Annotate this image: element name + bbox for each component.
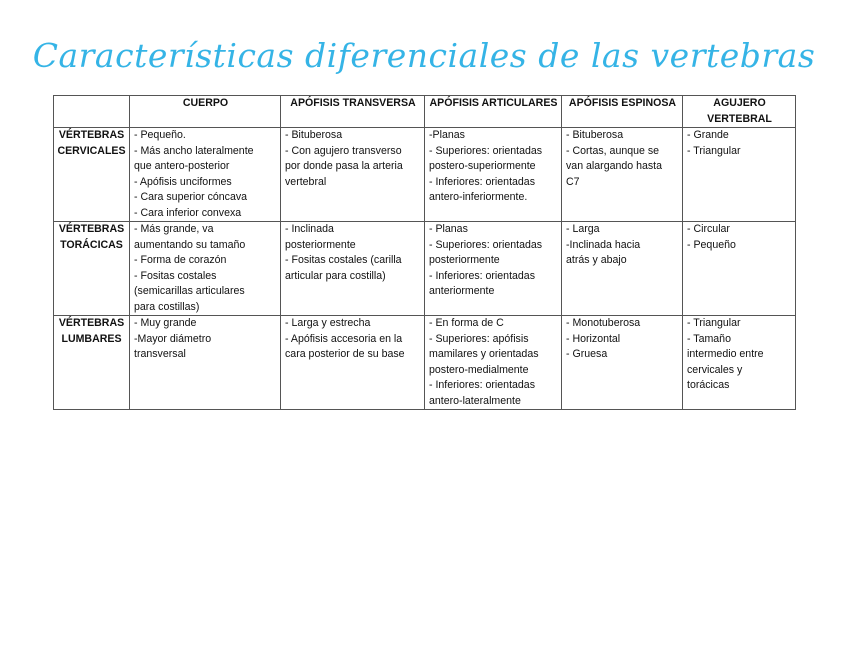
cell-line: - Bituberosa [566, 129, 624, 141]
row-header [54, 128, 130, 222]
table-row [54, 128, 796, 222]
cell-apofisis-articulares [425, 316, 562, 410]
cell-cuerpo [130, 128, 281, 222]
cell-line: -Mayor diámetro [134, 332, 212, 345]
cell-line: atrás y abajo [566, 254, 627, 266]
cell-cuerpo [130, 316, 281, 410]
cell-line: - Con agujero transverso [285, 144, 402, 157]
cell-line: torácicas [687, 379, 730, 391]
cell-line: antero-lateralmente [429, 394, 521, 407]
cell-line: - Cara superior cóncava [134, 191, 248, 203]
cell-apofisis-espinosa [562, 316, 683, 410]
cell-apofisis-transversa [281, 128, 425, 222]
cell-line: para costillas) [134, 300, 200, 313]
cell-line: - Pequeño [687, 238, 736, 251]
cell-apofisis-articulares [425, 128, 562, 222]
row-header [54, 222, 130, 316]
cell-line: - Triangular [687, 317, 741, 329]
cell-line: intermedio entre [687, 348, 764, 360]
cell-line: cervicales y [687, 363, 743, 376]
cell-line: - Más ancho lateralmente [134, 144, 254, 157]
cell-line: transversal [134, 348, 186, 360]
cell-agujero-vertebral [683, 316, 796, 410]
row-header-line: LUMBARES [61, 332, 122, 345]
cell-line: - Cortas, aunque se [566, 144, 660, 157]
cell-line: - Más grande, va [134, 223, 214, 235]
cell-line: postero-medialmente [429, 363, 529, 376]
cell-line: - Superiores: orientadas [429, 144, 543, 157]
cell-line: van alargando hasta [566, 160, 663, 172]
cell-cuerpo [130, 222, 281, 316]
vertebrae-table [53, 95, 796, 410]
cell-line: - Cara inferior convexa [134, 206, 242, 219]
cell-line: - Circular [687, 223, 730, 235]
cell-line: - Monotuberosa [566, 317, 641, 329]
cell-line: - Larga y estrecha [285, 317, 371, 329]
cell-apofisis-articulares [425, 222, 562, 316]
cell-line: - Tamaño [687, 332, 731, 345]
cell-apofisis-transversa [281, 222, 425, 316]
cell-line: antero-inferiormente. [429, 191, 528, 203]
row-header-line: VÉRTEBRAS [58, 129, 125, 141]
cell-line: -Planas [429, 129, 465, 141]
cell-agujero-vertebral [683, 128, 796, 222]
cell-line: - Superiores: orientadas [429, 238, 543, 251]
table-row [54, 316, 796, 410]
row-header-line: VÉRTEBRAS [58, 223, 125, 235]
cell-line: - Larga [566, 223, 600, 235]
header-agujero-vertebral [683, 96, 796, 128]
cell-line: aumentando su tamaño [134, 238, 246, 251]
cell-line: - Superiores: apófisis [429, 332, 529, 345]
cell-line: (semicarillas articulares [134, 285, 245, 297]
cell-line: - En forma de C [429, 317, 504, 329]
header-row [54, 96, 796, 128]
cell-line: posteriormente [285, 238, 356, 251]
header-apofisis-espinosa: APÓFISIS ESPINOSA [562, 96, 683, 128]
cell-line: - Fositas costales (carilla [285, 254, 402, 266]
header-apofisis-articulares: APÓFISIS ARTICULARES [425, 96, 562, 128]
page-title: Características diferenciales de las vertebras [32, 36, 816, 75]
header-cuerpo: CUERPO [130, 96, 281, 128]
cell-line: - Triangular [687, 144, 741, 157]
cell-agujero-vertebral [683, 222, 796, 316]
cell-line: por donde pasa la arteria [285, 160, 403, 172]
cell-line: - Inclinada [285, 223, 334, 235]
cell-line: mamilares y orientadas [429, 348, 539, 360]
cell-line: - Bituberosa [285, 129, 343, 141]
row-header-line: TORÁCICAS [60, 238, 123, 251]
header-agujero-vertebral-text: AGUJERO VERTEBRAL [707, 97, 772, 125]
cell-line: - Planas [429, 223, 468, 235]
cell-line: - Apófisis accesoria en la [285, 332, 403, 345]
cell-apofisis-espinosa [562, 128, 683, 222]
cell-line: - Pequeño. [134, 129, 186, 141]
cell-line: - Inferiores: orientadas [429, 175, 535, 188]
cell-line: - Grande [687, 129, 729, 141]
cell-line: - Horizontal [566, 332, 621, 345]
cell-line: vertebral [285, 175, 327, 188]
cell-line: postero-superiormente [429, 160, 536, 172]
row-header-line: CERVICALES [57, 144, 126, 157]
header-cell-empty [54, 96, 130, 128]
cell-line: - Inferiores: orientadas [429, 379, 535, 391]
cell-apofisis-transversa [281, 316, 425, 410]
cell-line: C7 [566, 175, 580, 188]
cell-line: - Inferiores: orientadas [429, 269, 535, 282]
cell-line: - Muy grande [134, 317, 197, 329]
cell-line: - Forma de corazón [134, 254, 227, 266]
cell-line: -Inclinada hacia [566, 238, 641, 251]
table-row [54, 222, 796, 316]
cell-line: posteriormente [429, 254, 500, 266]
cell-line: articular para costilla) [285, 269, 386, 282]
cell-line: - Gruesa [566, 348, 608, 360]
cell-line: - Fositas costales [134, 269, 217, 282]
cell-line: anteriormente [429, 285, 495, 297]
row-header [54, 316, 130, 410]
row-header-line: VÉRTEBRAS [58, 317, 125, 329]
cell-line: que antero-posterior [134, 160, 230, 172]
cell-line: - Apófisis unciformes [134, 175, 232, 188]
cell-apofisis-espinosa [562, 222, 683, 316]
header-apofisis-transversa: APÓFISIS TRANSVERSA [281, 96, 425, 128]
cell-line: cara posterior de su base [285, 348, 405, 360]
